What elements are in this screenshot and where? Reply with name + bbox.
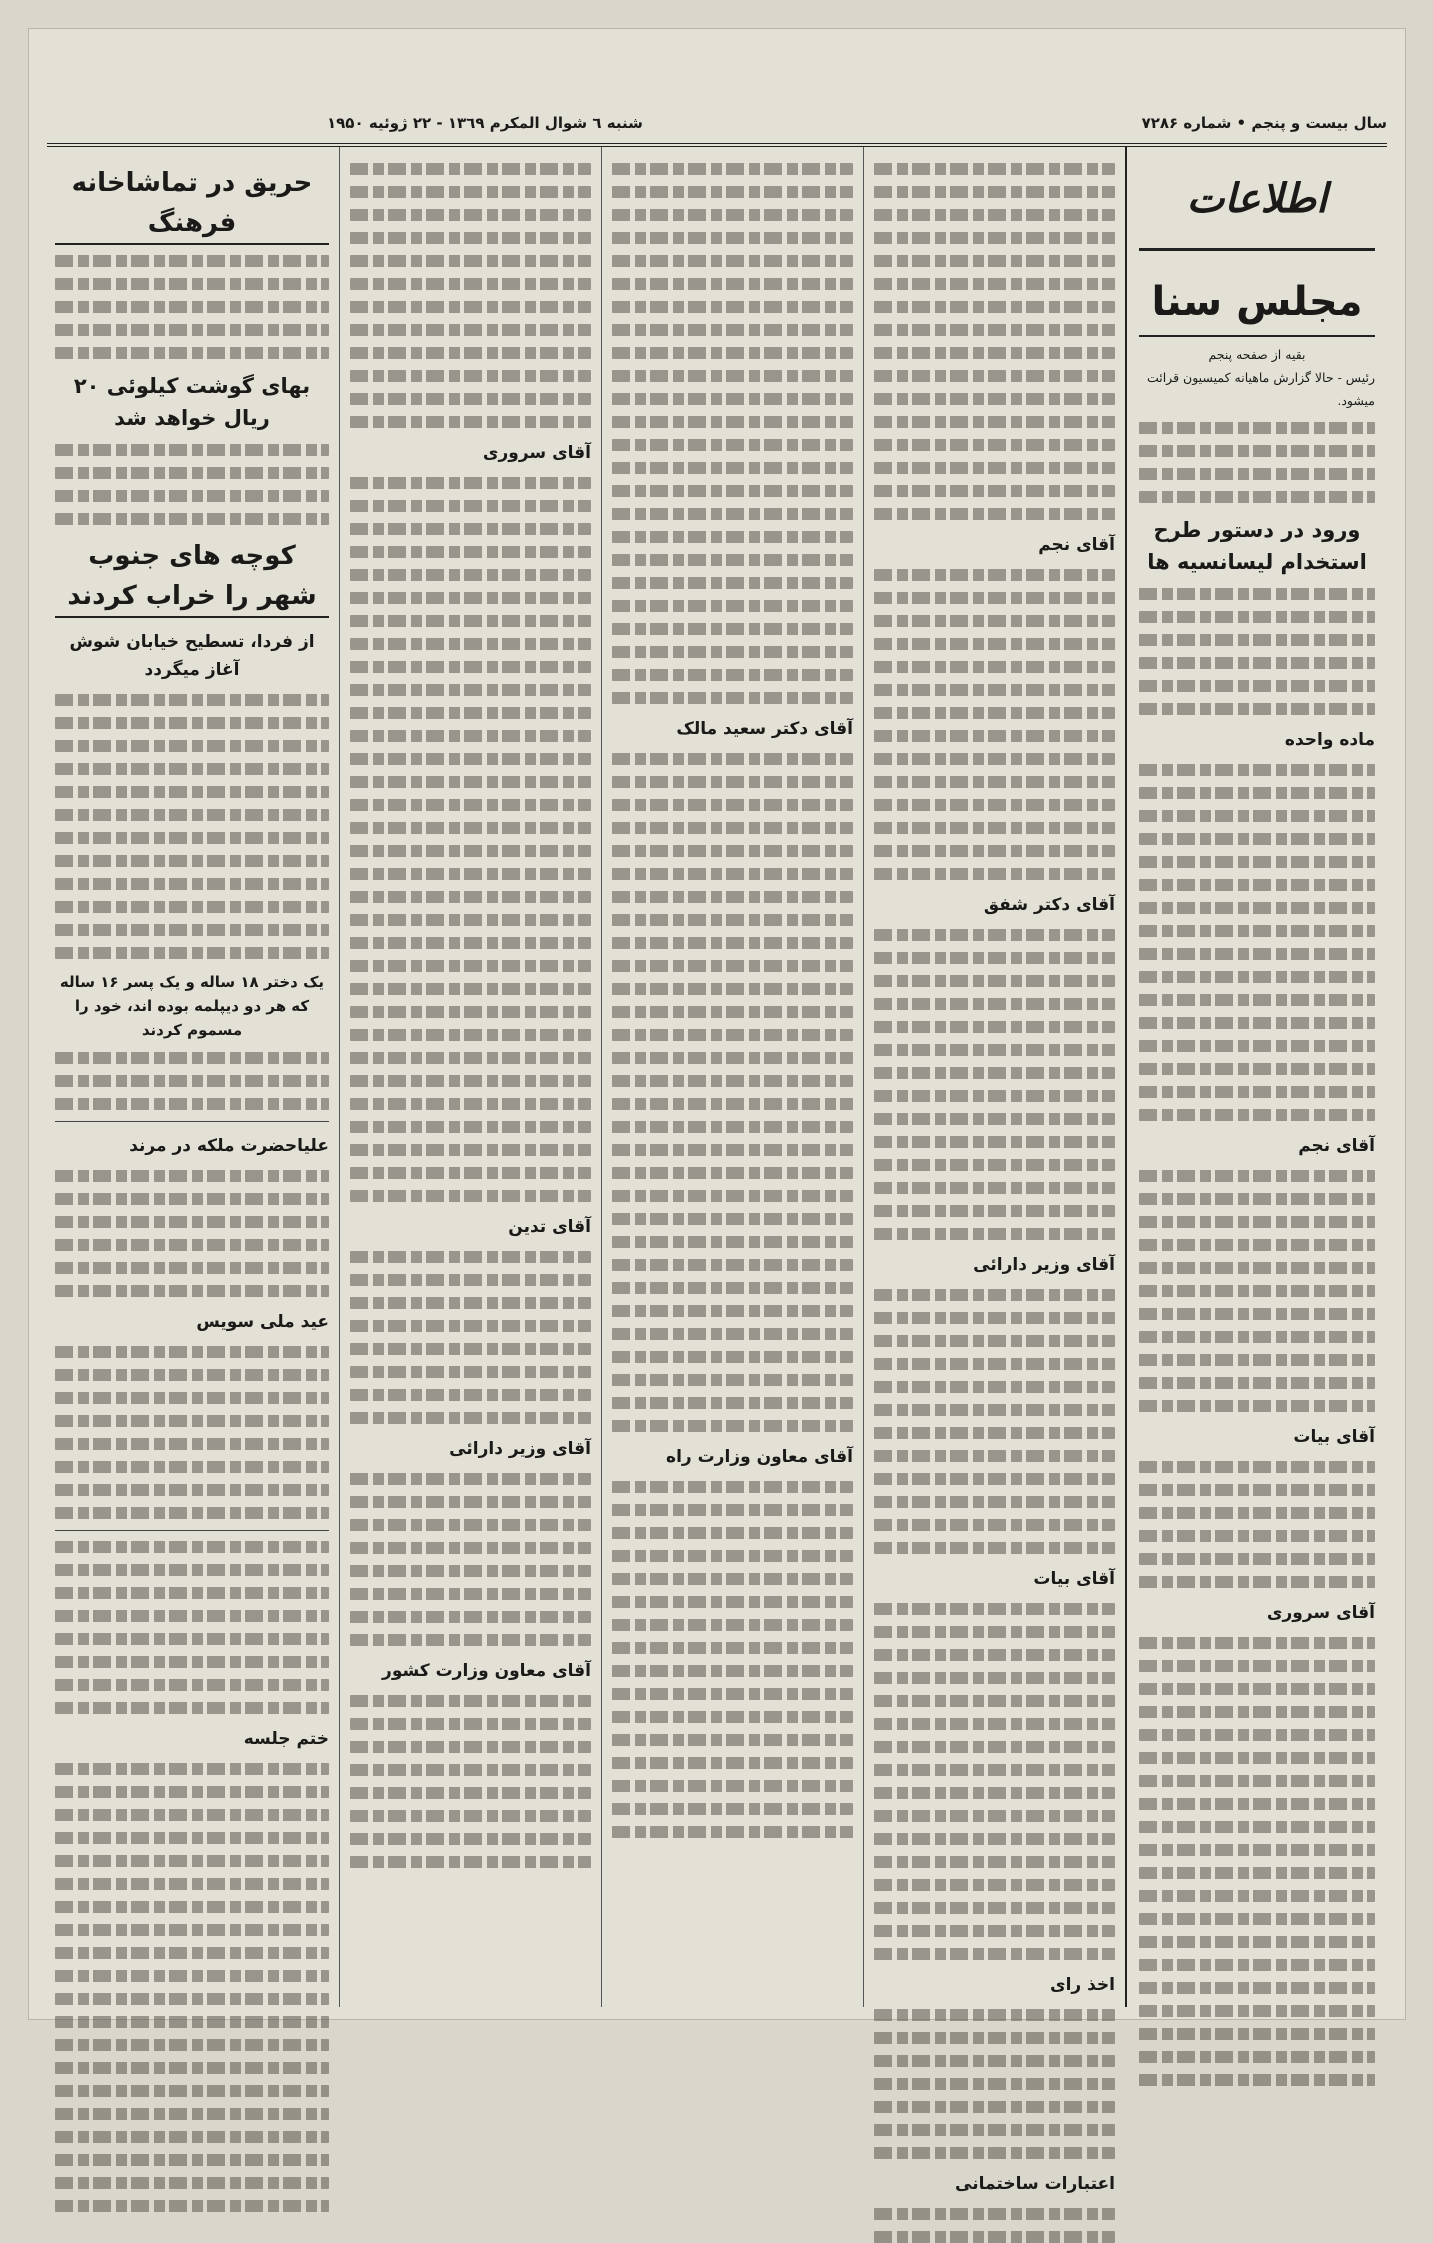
headline-streets: کوچه های جنوب شهر را خراب کردند <box>55 536 329 618</box>
newspaper-page <box>28 28 1406 2194</box>
headline-taxes: ماده واحده <box>1284 730 1375 750</box>
speaker-s6: آقای تدین <box>508 1217 591 1237</box>
issue-date: شنبه ٦ شوال المکرم ۱۳٦۹ - ۲۲ ژوئیه ۱۹۵۰ <box>327 114 643 132</box>
headline-country: آقای معاون وزارت کشور <box>382 1661 591 1681</box>
page-header <box>47 103 1387 147</box>
continued-note: بقیه از صفحه پنجم <box>1208 347 1306 362</box>
headline-meat: بهای گوشت کیلوئی ۲۰ ریال خواهد شد <box>73 374 311 430</box>
column-4 <box>339 147 601 2007</box>
headline-fire: حریق در تماشاخانه فرهنگ <box>55 163 329 245</box>
headline-queen: علیاحضرت ملکه در مرند <box>129 1136 329 1156</box>
speaker-s2: آقای سروری <box>1266 1603 1375 1623</box>
newspaper-logo: اطلاعات <box>1139 175 1375 251</box>
issue-info: سال بیست و پنجم • شماره ۷۲۸۶ <box>1141 114 1387 132</box>
masthead-column <box>1125 147 1387 2007</box>
speaker-s4: آقای دکتر شفق <box>983 895 1115 915</box>
column-5-news <box>45 147 339 2007</box>
headline-streets-sub: از فردا، تسطیح خیابان شوش آغاز میگردد <box>69 632 315 680</box>
lead-text: رئیس - حالا گزارش ماهیانه کمیسیون قرائت میشود. <box>1146 370 1375 408</box>
speaker-s5: آقای دکتر سعید مالک <box>676 719 853 739</box>
headline-swiss: عید ملی سویس <box>196 1312 329 1332</box>
speaker-s2b: آقای سروری <box>482 443 591 463</box>
section-title: مجلس سنا <box>1151 279 1363 325</box>
speaker-s1: آقای نجم <box>1298 1136 1375 1156</box>
headline-finance-2: آقای وزیر دارائی <box>449 1439 591 1459</box>
speaker-s3b: آقای بیات <box>1033 1569 1115 1589</box>
headline-budget: اعتبارات ساختمانی <box>955 2174 1115 2194</box>
headline-finance: آقای وزیر دارائی <box>973 1255 1115 1275</box>
column-2 <box>863 147 1125 2194</box>
speaker-s3: آقای بیات <box>1293 1427 1375 1447</box>
speaker-s1b: آقای نجم <box>1038 535 1115 555</box>
headline-teaching: ورود در دستور طرح استخدام لیسانسیه ها <box>1147 518 1367 574</box>
column-3 <box>601 147 863 2007</box>
headline-answers: اخذ رای <box>1049 1975 1115 1995</box>
headline-girl: یک دختر ۱۸ ساله و یک پسر ۱۶ ساله که هر دو دیپلمه بوده اند، خود را مسموم کردند <box>59 973 325 1039</box>
headline-roads: آقای معاون وزارت راه <box>666 1447 853 1467</box>
speaker-s8: ختم جلسه <box>243 1729 329 1749</box>
